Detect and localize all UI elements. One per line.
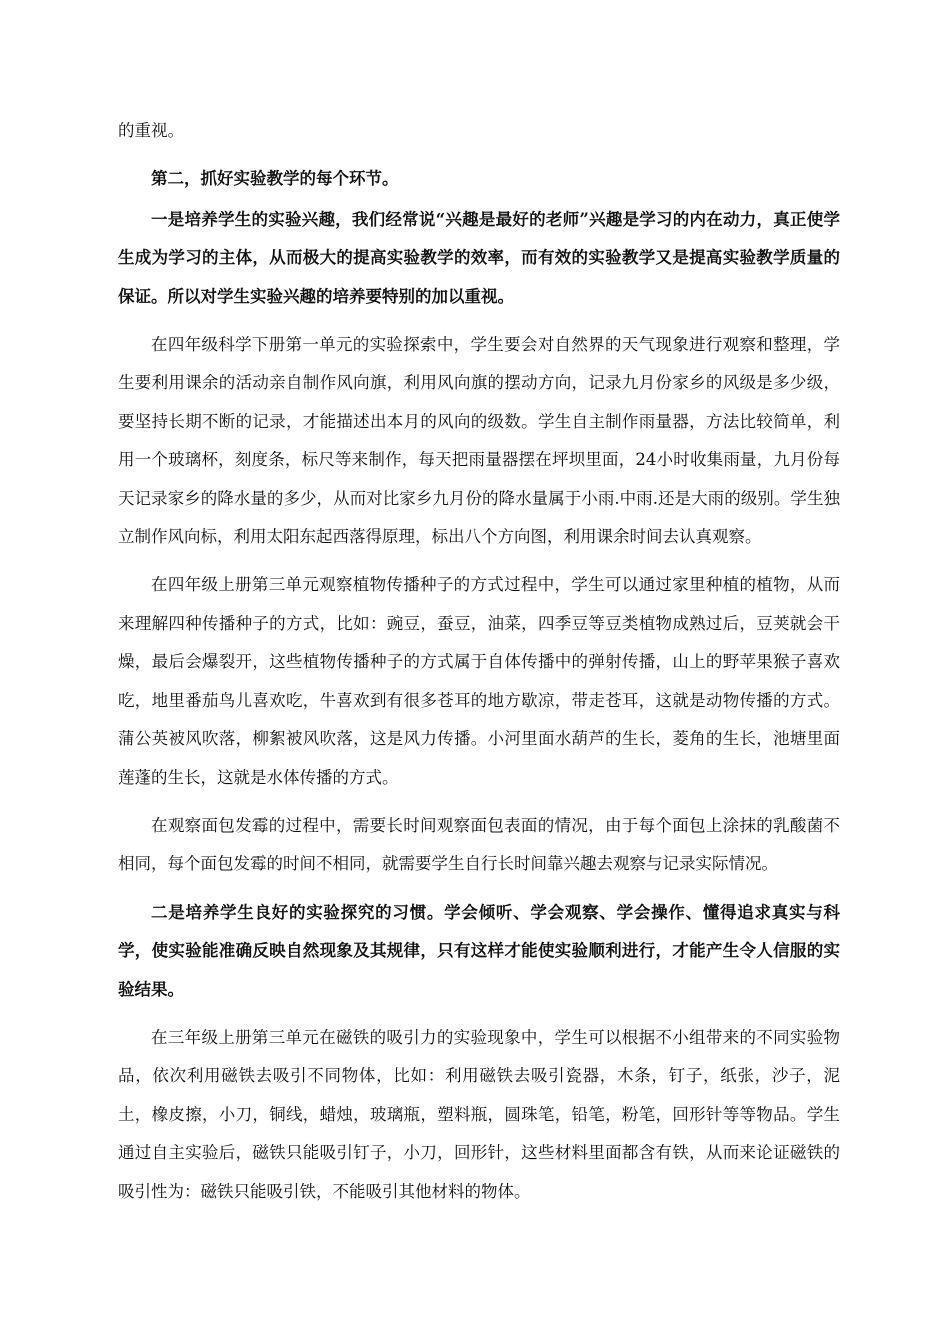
section-heading: 第二，抓好实验教学的每个环节。 xyxy=(151,169,399,189)
bold-paragraph-interest: 一是培养学生的实验兴趣，我们经常说“兴趣是最好的老师”兴趣是学习的内在动力，真正使学生成为学习的主体，从而极大的提高实验教学的效率，而有效的实验教学又是提高实验教学质量的保证。所以对学生实验兴趣的培养要特别的加以重视。 xyxy=(118,209,840,306)
paragraph-weather-observation: 在四年级科学下册第一单元的实验探索中，学生要会对自然界的天气现象进行观察和整理，学生要利用课余的活动亲自制作风向旗，利用风向旗的摆动方向，记录九月份家乡的风级是多少级，要坚持长期不断的记录，才能描述出本月的风向的级数。学生自主制作雨量器，方法比较简单，利用一个玻璃杯，刻度条，标尺等来制作，每天把雨量器摆在坪坝里面，24小时收集雨量，九月份每天记录家乡的降水量的多少，从而对比家乡九月份的降水量属于小雨.中雨.还是大雨的级别。学生独立制作风向标，利用太阳东起西落得原理，标出八个方向图，利用课余时间去认真观察。 xyxy=(118,335,840,547)
paragraph-continuation: 的重视。 xyxy=(118,121,184,140)
bold-paragraph-habits: 二是培养学生良好的实验探究的习惯。学会倾听、学会观察、学会操作、懂得追求真实与科学，使实验能准确反映自然现象及其规律，只有这样才能使实验顺利进行，才能产生令人信服的实验结果。 xyxy=(118,902,840,999)
paragraph-bread-mold: 在观察面包发霉的过程中，需要长时间观察面包表面的情况，由于每个面包上涂抹的乳酸菌不相同，每个面包发霉的时间不相同，就需要学生自行长时间靠兴趣去观察与记录实际情况。 xyxy=(118,815,840,874)
paragraph-seed-dispersal: 在四年级上册第三单元观察植物传播种子的方式过程中，学生可以通过家里种植的植物，从而来理解四种传播种子的方式，比如：豌豆，蚕豆，油菜，四季豆等豆类植物成熟过后，豆荚就会干燥，最后会爆裂开，这些植物传播种子的方式属于自体传播中的弹射传播，山上的野苹果猴子喜欢吃，地里番茄鸟儿喜欢吃，牛喜欢到有很多苍耳的地方歇凉，带走苍耳，这就是动物传播的方式。蒲公英被风吹落，柳絮被风吹落，这是风力传播。小河里面水葫芦的生长，菱角的生长，池塘里面莲蓬的生长，这就是水体传播的方式。 xyxy=(118,575,840,787)
paragraph-magnet: 在三年级上册第三单元在磁铁的吸引力的实验现象中，学生可以根据不小组带来的不同实验物品，依次利用磁铁去吸引不同物体，比如：利用磁铁去吸引瓷器，木条，钉子，纸张，沙子，泥土，橡皮擦，小刀，铜线，蜡烛，玻璃瓶，塑料瓶，圆珠笔，铅笔，粉笔，回形针等等物品。学生通过自主实验后，磁铁只能吸引钉子，小刀，回形针，这些材料里面都含有铁，从而来论证磁铁的吸引性为：磁铁只能吸引铁，不能吸引其他材料的物体。 xyxy=(118,1027,840,1201)
document-page xyxy=(118,112,840,1221)
